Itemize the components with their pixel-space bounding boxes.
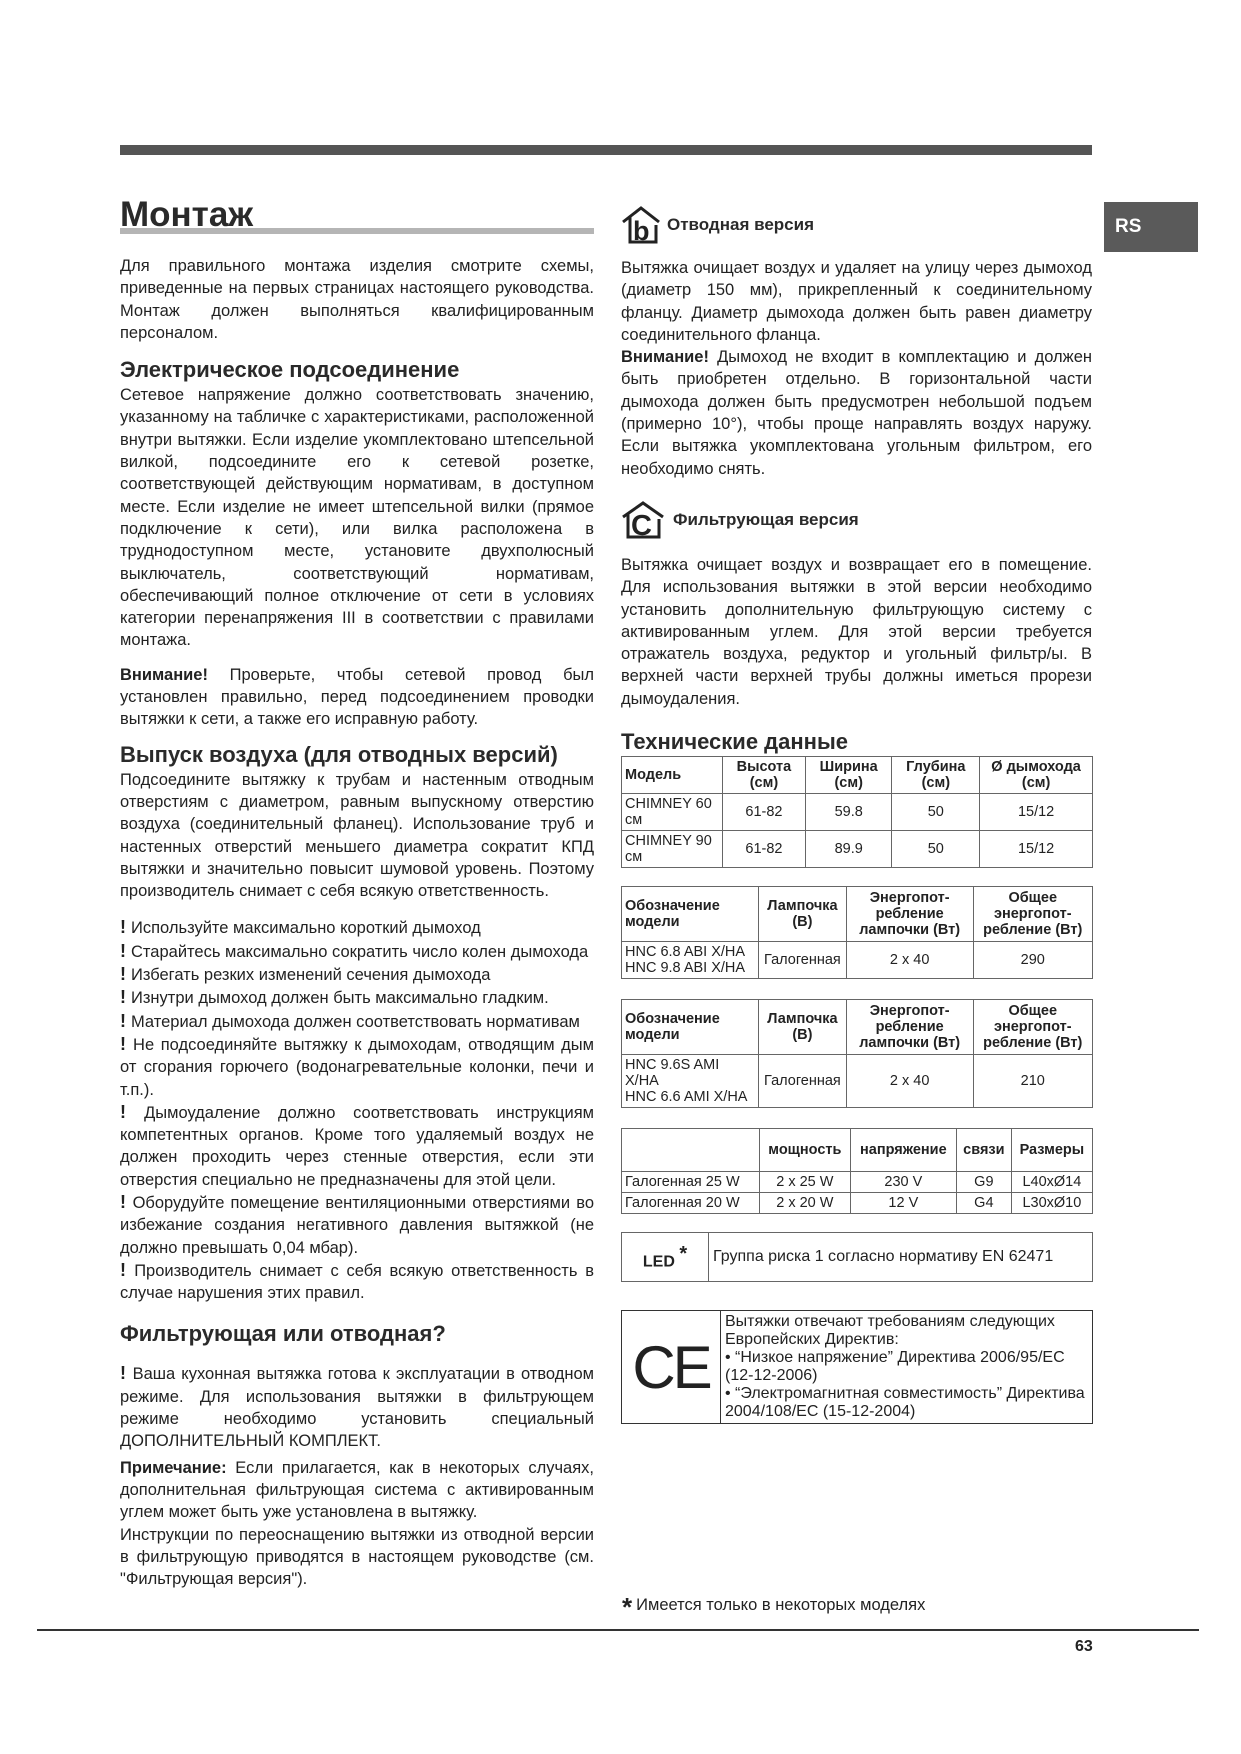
table-header-cell: Размеры	[1011, 1129, 1092, 1172]
table-header-cell: Энергопот-ребление лампочки (Вт)	[846, 887, 973, 942]
table-header-cell: Обозначение модели	[622, 1000, 759, 1055]
table-cell: HNC 9.6S AMI X/HA HNC 6.6 AMI X/HA	[622, 1055, 759, 1108]
exhaust-icon-letter: b	[633, 216, 650, 245]
table-header-cell: Энергопот-ребление лампочки (Вт)	[846, 1000, 973, 1055]
exhaust-version-icon	[621, 205, 661, 245]
table-cell: 290	[973, 942, 1093, 979]
ce-directive-line: Вытяжки отвечают требованиям следующих Европейских Директив:	[725, 1313, 1055, 1349]
table-row	[622, 942, 1093, 979]
right-column	[621, 205, 1092, 1424]
table-cell: 61-82	[722, 831, 805, 868]
table-cell: Галогенная	[759, 1055, 847, 1108]
table-cell: CHIMNEY 60 см	[622, 794, 723, 831]
page-title: Монтаж	[120, 195, 254, 234]
warning-label: Внимание!	[120, 665, 208, 684]
footnote-star: *	[622, 1592, 633, 1622]
warning-text: Проверьте, чтобы сетевой провод был установлен правильно, перед подсоединением проводки вытяжки к сети, а также его исправную работу.	[120, 665, 594, 729]
table-cell: G4	[956, 1193, 1011, 1214]
footnote-text: Имеется только в некоторых моделях	[636, 1596, 926, 1614]
table-header-row	[622, 1000, 1093, 1055]
air-rule-item: ! Не подсоединяйте вытяжку к дымоходам, отводящим дым от сгорания горючего (водонагревательные колонки, печи и т.п.).	[120, 1033, 595, 1099]
tech-heading: Технические данные	[621, 729, 848, 755]
table-header-cell: Лампочка (В)	[759, 887, 847, 942]
filter-or-exhaust-text: ! Ваша кухонная вытяжка готова к эксплуатации в отводном режиме. Для использования вытяжки в фильтрующем режиме необходимо установить специальный ДОПОЛНИТЕЛЬНЫЙ КОМПЛЕКТ.	[120, 1363, 595, 1451]
air-rule-item: ! Материал дымохода должен соответствовать нормативам	[120, 1010, 580, 1031]
air-heading: Выпуск воздуха (для отводных версий)	[120, 741, 558, 767]
table-cell: 2 x 40	[846, 942, 973, 979]
table-cell: G9	[956, 1172, 1011, 1193]
table-row	[622, 1055, 1093, 1108]
table-cell: Галогенная 20 W	[622, 1193, 760, 1214]
led-label: LED	[642, 1253, 675, 1271]
led-table	[621, 1232, 1093, 1282]
ce-box	[621, 1310, 1093, 1424]
table-header-row	[622, 1129, 1093, 1172]
air-rule-item: ! Изнутри дымоход должен быть максимально гладким.	[120, 987, 549, 1008]
intro-text: Для правильного монтажа изделия смотрите схемы, приведенные на первых страницах настоящего руководства. Монтаж должен выполняться квалифицированным персоналом.	[120, 257, 594, 342]
bulb-spec-table	[621, 1128, 1093, 1214]
table-cell: 89.9	[805, 831, 892, 868]
exhaust-version-header	[621, 205, 1092, 245]
table-header-cell: Ø дымохода (см)	[980, 757, 1093, 794]
lamp-table-abi	[621, 886, 1093, 979]
electric-text: Сетевое напряжение должно соответствовать значению, указанному на табличке с характеристиками, расположенной внутри вытяжки. Если изделие укомплектовано штепсельной вилкой, подсоедините его к сетевой розетке, соответствующей действующим нормативам, в доступном месте. Если изделие не имеет штепсельной вилки (прямое подключение к сети), или вилка расположена в труднодоступном месте, установите двухполюсный выключатель, соответствующий нормативам, обеспечивающий полное отключение от сети в условиях категории перенапряжения III в соответствии с правилами монтажа.	[120, 386, 594, 650]
table-cell: 2 x 20 W	[759, 1193, 850, 1214]
air-rule-item: ! Производитель снимает с себя всякую ответственность в случае нарушения этих правил.	[120, 1259, 594, 1303]
table-cell: L30xØ10	[1011, 1193, 1092, 1214]
air-rule-item: ! Старайтесь максимально сократить число колен дымохода	[120, 940, 589, 961]
table-cell: CHIMNEY 90 см	[622, 831, 723, 868]
filter-or-exhaust-body: Ваша кухонная вытяжка готова к эксплуатации в отводном режиме. Для использования вытяжки в фильтрующем режиме необходимо установить специальный ДОПОЛНИТЕЛЬНЫЙ КОМПЛЕКТ.	[120, 1365, 595, 1451]
table-cell: 230 V	[850, 1172, 956, 1193]
led-row	[622, 1233, 1093, 1282]
page-number: 63	[1075, 1638, 1093, 1655]
table-row	[622, 1193, 1093, 1214]
table-header-cell: Обозначение модели	[622, 887, 759, 942]
language-tab: RS	[1104, 202, 1198, 252]
table-header-row	[622, 757, 1093, 794]
note-text: Если прилагается, как в некоторых случаях, дополнительная фильтрующая система с активированным углем может быть уже установлена в вытяжку.	[120, 1458, 594, 1522]
table-cell: Галогенная 25 W	[622, 1172, 760, 1193]
table-header-cell: Модель	[622, 757, 723, 794]
table-cell: 61-82	[722, 794, 805, 831]
ce-directives	[720, 1311, 1092, 1423]
table-cell: 12 V	[850, 1193, 956, 1214]
ce-mark	[622, 1311, 720, 1423]
led-text: Группа риска 1 согласно нормативу EN 62471	[709, 1233, 1093, 1282]
air-rule-item: ! Дымоудаление должно соответствовать инструкциям компетентных органов. Кроме того удаляемый воздух не должен проходить через стенные отверстия, если эти отверстия специально не предназначены для этой цели.	[120, 1101, 594, 1189]
warning-text: Дымоход не входит в комплектацию и должен быть приобретен отдельно. В горизонтальной части дымохода должен быть предусмотрен небольшой подъем (примерно 10°), чтобы проще направлять воздух наружу. Если вытяжка укомплектована угольным фильтром, его необходимо снять.	[621, 348, 1092, 478]
table-cell: 15/12	[980, 794, 1093, 831]
table-cell: 2 x 25 W	[759, 1172, 850, 1193]
table-header-cell: напряжение	[850, 1129, 956, 1172]
exhaust-version-heading: Отводная версия	[667, 215, 814, 234]
top-rule	[120, 145, 1092, 155]
table-header-cell: Высота (см)	[722, 757, 805, 794]
exhaust-version-warning	[621, 346, 1092, 480]
table-cell: L40xØ14	[1011, 1172, 1092, 1193]
filter-version-icon	[621, 500, 667, 540]
table-header-cell	[622, 1129, 760, 1172]
filter-version-header	[621, 500, 1092, 540]
note-label: Примечание:	[120, 1458, 227, 1477]
ce-directive-line: • “Низкое напряжение” Директива 2006/95/EC (12-12-2006)	[725, 1349, 1065, 1385]
filter-note	[120, 1457, 594, 1524]
table-row	[622, 1172, 1093, 1193]
table-cell: 50	[892, 831, 980, 868]
footnote	[622, 1592, 925, 1623]
air-rule-item: ! Избегать резких изменений сечения дымохода	[120, 964, 491, 985]
air-rules-list	[120, 916, 594, 1304]
table-header-cell: связи	[956, 1129, 1011, 1172]
ce-mark-text: CE	[632, 1333, 710, 1401]
table-row	[622, 794, 1093, 831]
air-rule-item: ! Используйте максимально короткий дымоход	[120, 917, 481, 938]
table-header-cell: Общее энергопот-ребление (Вт)	[973, 887, 1093, 942]
table-cell: 2 x 40	[846, 1055, 973, 1108]
table-header-cell: мощность	[759, 1129, 850, 1172]
table-header-cell: Ширина (см)	[805, 757, 892, 794]
air-text: Подсоедините вытяжку к трубам и настенным отводным отверстиям с диаметром, равным выпускному отверстию воздуха (соединительный фланец). Использование труб и настенных отверстий меньшего диаметра сократит КПД вытяжки и значительно повысит шумовой уровень. Поэтому производитель снимает с себя всякую ответственность.	[120, 770, 594, 901]
table-cell: HNC 6.8 ABI X/HA HNC 9.8 ABI X/HA	[622, 942, 759, 979]
table-cell: 50	[892, 794, 980, 831]
table-cell: Галогенная	[759, 942, 847, 979]
bottom-rule	[37, 1629, 1199, 1631]
exhaust-version-text: Вытяжка очищает воздух и удаляет на улицу через дымоход (диаметр 150 мм), прикрепленный к соединительному фланцу. Диаметр дымохода должен быть равен диаметру соединительного фланца.	[621, 259, 1092, 344]
filter-icon-letter: C	[631, 509, 652, 540]
filter-version-text: Вытяжка очищает воздух и возвращает его в помещение. Для использования вытяжки в этой версии необходимо установить дополнительную фильтрующую систему с активированным углем. Для этой версии требуется отражатель воздуха, редуктор и угольный фильтр/ы. В верхней части верхней трубы должны иметься прорези дымоудаления.	[621, 555, 1092, 708]
table-cell: 210	[973, 1055, 1093, 1108]
table-header-cell: Общее энергопот-ребление (Вт)	[973, 1000, 1093, 1055]
dimensions-table	[621, 756, 1093, 868]
filter-extra-text: Инструкции по переоснащению вытяжки из отводной версии в фильтрующую приводятся в настоящем руководстве (см. "Фильтрующая версия").	[120, 1525, 594, 1589]
ce-directive-line: • “Электромагнитная совместимость” Директива 2004/108/EC (15-12-2004)	[725, 1385, 1085, 1421]
warning-label: Внимание!	[621, 348, 709, 367]
filter-version-heading: Фильтрующая версия	[673, 509, 859, 529]
table-header-cell: Лампочка (В)	[759, 1000, 847, 1055]
table-header-cell: Глубина (см)	[892, 757, 980, 794]
table-header-row	[622, 887, 1093, 942]
left-column	[120, 195, 594, 1590]
lamp-table-ami	[621, 999, 1093, 1108]
table-cell: 59.8	[805, 794, 892, 831]
led-star: *	[679, 1242, 688, 1265]
air-rule-item: ! Оборудуйте помещение вентиляционными отверстиями во избежание создания негативного давления вытяжкой (не должно превышать 0,04 мбар).	[120, 1191, 594, 1257]
electric-heading: Электрическое подсоединение	[120, 357, 460, 383]
table-cell: 15/12	[980, 831, 1093, 868]
filter-or-exhaust-heading: Фильтрующая или отводная?	[120, 1321, 446, 1347]
led-label-cell	[622, 1233, 709, 1282]
electric-warning	[120, 664, 594, 731]
table-row	[622, 831, 1093, 868]
